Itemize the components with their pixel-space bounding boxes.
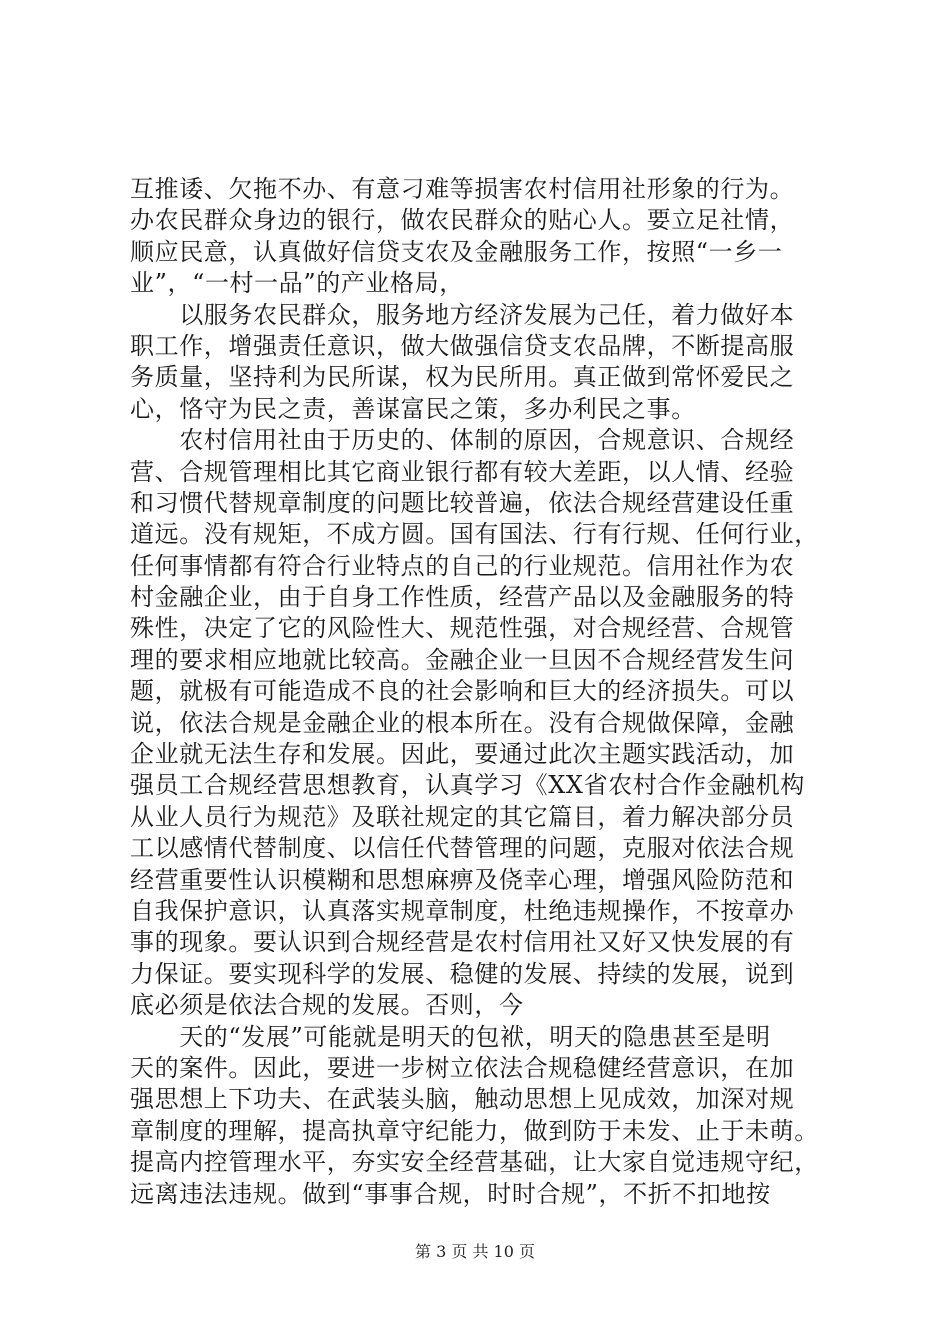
text-line: 务质量，坚持利为民所谋，权为民所用。真正做到常怀爱民之 [130, 363, 795, 392]
text-line: 天的“发展”可能就是明天的包袱，明天的隐患甚至是明 [130, 1022, 771, 1051]
text-line: 职工作，增强责任意识，做大做强信贷支农品牌，不断提高服 [130, 331, 795, 360]
text-line: 天的案件。因此，要进一步树立依法合规稳健经营意识，在加 [130, 1053, 795, 1082]
text-line: 底必须是依法合规的发展。否则，今 [130, 991, 524, 1020]
text-line: 强员工合规经营思想教育，认真学习《XX省农村合作金融机构 [130, 771, 805, 800]
text-line: 营、合规管理相比其它商业银行都有较大差距，以人情、经验 [130, 457, 795, 486]
text-line: 顺应民意，认真做好信贷支农及金融服务工作，按照“一乡一 [130, 237, 783, 266]
text-line: 任何事情都有符合行业特点的自己的行业规范。信用社作为农 [130, 551, 795, 580]
text-line: 理的要求相应地就比较高。金融企业一旦因不合规经营发生问 [130, 645, 795, 674]
text-line: 强思想上下功夫、在武装头脑，触动思想上见成效，加深对规 [130, 1085, 795, 1114]
text-line: 企业就无法生存和发展。因此，要通过此次主题实践活动，加 [130, 740, 795, 769]
text-line: 业”，“一村一品”的产业格局， [130, 269, 464, 298]
text-line: 殊性，决定了它的风险性大、规范性强，对合规经营、合规管 [130, 614, 795, 643]
text-line: 事的现象。要认识到合规经营是农村信用社又好又快发展的有 [130, 928, 795, 957]
text-line: 办农民群众身边的银行，做农民群众的贴心人。要立足社情， [130, 206, 795, 235]
body-text [130, 174, 830, 1210]
page-footer: 第 3 页 共 10 页 [415, 1242, 535, 1261]
text-line: 村金融企业，由于自身工作性质，经营产品以及金融服务的特 [130, 583, 795, 612]
text-line: 工以感情代替制度、以信任代替管理的问题，克服对依法合规 [130, 834, 795, 863]
text-line: 道远。没有规矩，不成方圆。国有国法、行有行规、任何行业， [130, 520, 819, 549]
text-line: 从业人员行为规范》及联社规定的其它篇目，着力解决部分员 [130, 802, 795, 831]
text-line: 和习惯代替规章制度的问题比较普遍，依法合规经营建设任重 [130, 488, 795, 517]
text-line: 说，依法合规是金融企业的根本所在。没有合规做保障，金融 [130, 708, 795, 737]
text-line: 力保证。要实现科学的发展、稳健的发展、持续的发展，说到 [130, 959, 795, 988]
text-line: 自我保护意识，认真落实规章制度，杜绝违规操作，不按章办 [130, 896, 795, 925]
text-line: 提高内控管理水平，夯实安全经营基础，让大家自觉违规守纪， [130, 1148, 819, 1177]
text-line: 远离违法违规。做到“事事合规，时时合规”，不折不扣地按 [130, 1179, 771, 1208]
text-line: 心，恪守为民之责，善谋富民之策，多办利民之事。 [130, 394, 696, 423]
text-line: 经营重要性认识模糊和思想麻痹及侥幸心理，增强风险防范和 [130, 865, 795, 894]
text-line: 互推诿、欠拖不办、有意刁难等损害农村信用社形象的行为。 [130, 175, 795, 203]
text-line: 章制度的理解，提高执章守纪能力，做到防于未发、止于未萌。 [130, 1116, 819, 1145]
text-line: 以服务农民群众，服务地方经济发展为己任，着力做好本 [130, 300, 795, 329]
text-line: 题，就极有可能造成不良的社会影响和巨大的经济损失。可以 [130, 677, 795, 706]
text-line: 农村信用社由于历史的、体制的原因，合规意识、合规经 [130, 426, 795, 455]
